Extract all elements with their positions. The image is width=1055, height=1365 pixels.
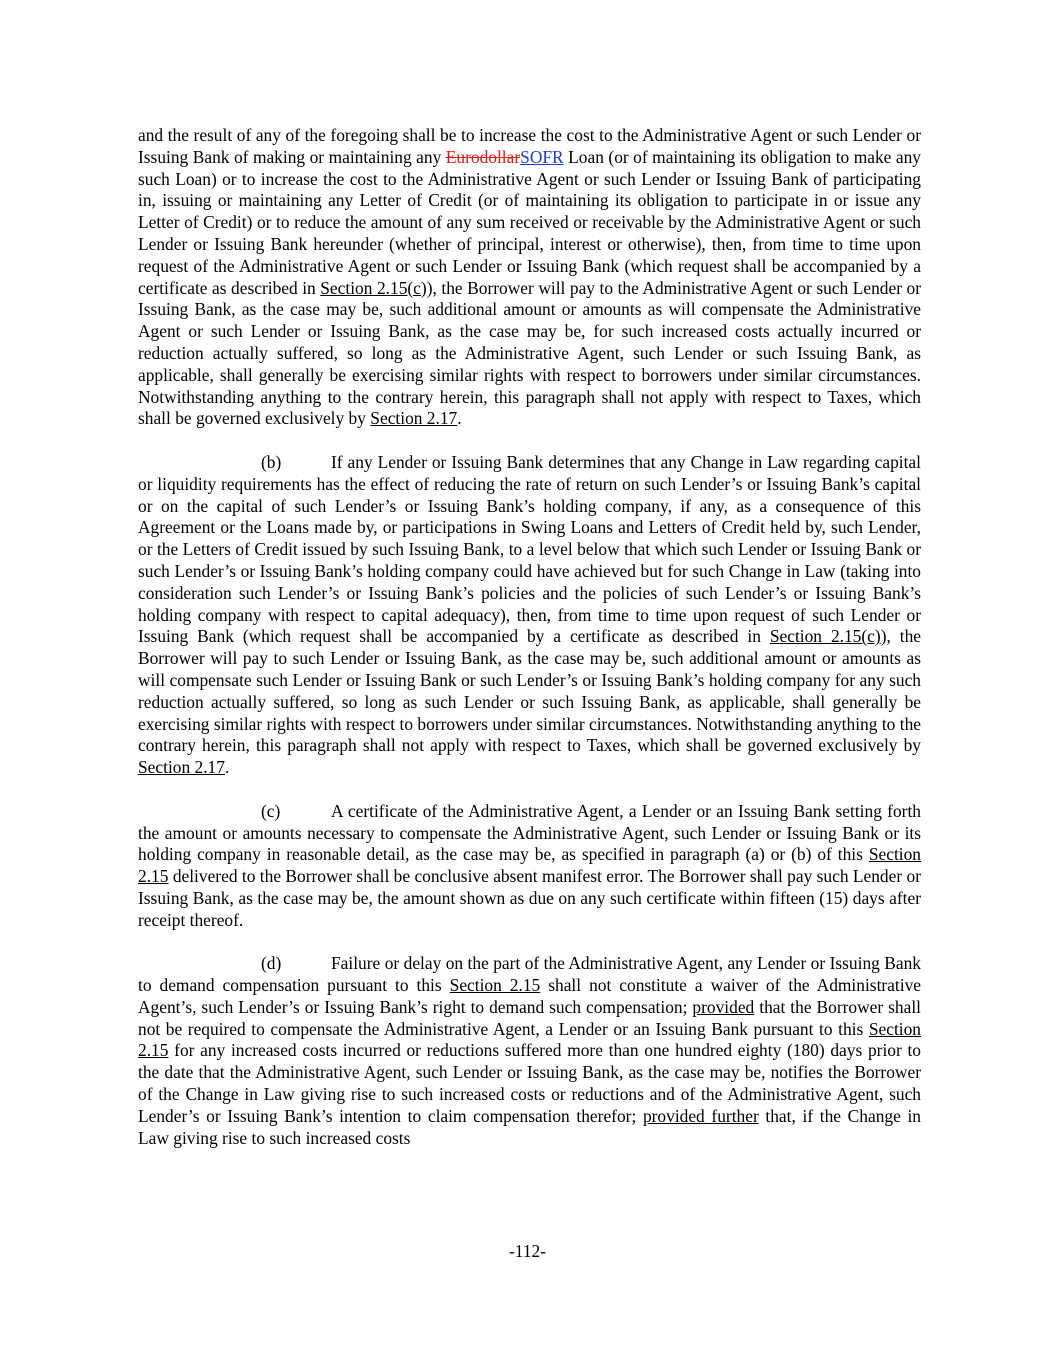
text: ), the Borrower will pay to such Lender or Issuing Bank, as the case may be, such additional amount or amounts as will compensate such Lender or Issuing Bank or such Lender’s or Issuing Bank’s holding company for any such reduction actually suffered, so long as such Lender or such Issuing Bank, as applicable, shall generally be exercising similar rights with respect to borrowers under similar circumstances. Notwithstanding anything to the contrary herein, this paragraph shall not apply with respect to Taxes, which shall be governed exclusively by <box>138 626 922 756</box>
text: . <box>457 408 462 429</box>
text: shall not constitute a waiver of the Administrative Agent’s, such Lender’s or Issuing Bank’s right to demand such compensation; <box>138 975 921 1017</box>
deleted-text: Eurodollar <box>445 146 521 167</box>
paragraph-label: (d) <box>261 953 282 974</box>
inserted-text: SOFR <box>520 146 564 167</box>
text: If any Lender or Issuing Bank determines that any Change in Law regarding capital or liquidity requirements has the effect of reducing the rate of return on such Lender’s or Issuing Bank’s capital or on the capital of such Lender’s or Issuing Bank’s holding company, if any, as a consequence of this Agreement or the Loans made by, or participations in Swing Loans and Letters of Credit held by, such Lender, or the Letters of Credit issued by such Issuing Bank, to a level below that which such Lender or Issuing Bank or such Lender’s or Issuing Bank’s holding company could have achieved but for such Change in Law (taking into consideration such Lender’s or Issuing Bank’s policies and the policies of such Lender’s or Issuing Bank’s holding company with respect to capital adequacy), then, from time to time upon request of such Lender or Issuing Bank (which request shall be accompanied by a certificate as described in <box>138 451 921 647</box>
section-reference: Section 2.15 <box>138 1018 921 1061</box>
paragraph-label: (b) <box>261 451 282 472</box>
paragraph-label: (c) <box>261 800 281 821</box>
proviso-term: provided <box>692 996 755 1017</box>
text: . <box>224 757 230 778</box>
text: A certificate of the Administrative Agent, a Lender or an Issuing Bank setting forth the amount or amounts necessary to compensate the Administrative Agent, such Lender or Issuing Bank or its holding company in reasonable detail, as the case may be, as specified in paragraph (a) or (b) of this <box>138 800 921 865</box>
section-reference: Section 2.17 <box>138 757 225 778</box>
text: and the result of any of the foregoing shall be to increase the cost to the Administrative Agent or such Lender or Issuing Bank of making or maintaining any <box>138 125 921 167</box>
section-reference: Section 2.15 <box>449 975 541 996</box>
paragraph-c <box>138 801 921 932</box>
paragraph-b <box>138 452 921 779</box>
text: ), the Borrower will pay to the Administrative Agent or such Lender or Issuing Bank, as the case may be, such additional amount or amounts as will compensate the Administrative Agent or such Lender or Issuing Bank, as the case may be, for such increased costs actually incurred or reduction actually suffered, so long as the Administrative Agent, such Lender or such Issuing Bank, as applicable, shall generally be exercising similar rights with respect to borrowers under similar circumstances. Notwithstanding anything to the contrary herein, this paragraph shall not apply with respect to Taxes, which shall be governed exclusively by <box>138 277 921 429</box>
section-reference: Section 2.17 <box>370 408 458 429</box>
text: Failure or delay on the part of the Administrative Agent, any Lender or Issuing Bank to demand compensation pursuant to this <box>138 953 921 996</box>
section-reference: Section 2.15(c) <box>320 277 427 298</box>
section-reference: Section 2.15 <box>138 844 921 887</box>
paragraph-a-continuation <box>138 125 921 430</box>
text: Loan (or of maintaining its obligation to make any such Loan) or to increase the cost to the Administrative Agent or such Lender or Issuing Bank of participating in, issuing or maintaining any Letter of Credit (or of maintaining its obligation to participate in or issue any Letter of Credit) or to reduce the amount of any sum received or receivable by the Administrative Agent or such Lender or Issuing Bank hereunder (whether of principal, interest or otherwise), then, from time to time upon request of the Administrative Agent or such Lender or Issuing Bank (which request shall be accompanied by a certificate as described in <box>138 146 921 298</box>
document-page <box>138 125 921 1149</box>
paragraph-d <box>138 953 921 1149</box>
text: for any increased costs incurred or reductions suffered more than one hundred eighty (180) days prior to the date that the Administrative Agent, such Lender or Issuing Bank, as the case may be, notifies the Borrower of the Change in Law giving rise to such increased costs or reductions and of the Administrative Agent, such Lender’s or Issuing Bank’s intention to claim compensation therefor; <box>138 1040 921 1126</box>
section-reference: Section 2.15(c) <box>769 626 881 647</box>
proviso-term: provided further <box>642 1105 759 1126</box>
page-number: -112- <box>508 1241 547 1261</box>
text: that the Borrower shall not be required to compensate the Administrative Agent, a Lender or an Issuing Bank pursuant to this <box>138 996 922 1039</box>
text: delivered to the Borrower shall be conclusive absent manifest error. The Borrower shall pay such Lender or Issuing Bank, as the case may be, the amount shown as due on any such certificate within fifteen (15) days after receipt thereof. <box>138 866 921 930</box>
text: that, if the Change in Law giving rise to such increased costs <box>138 1105 921 1148</box>
